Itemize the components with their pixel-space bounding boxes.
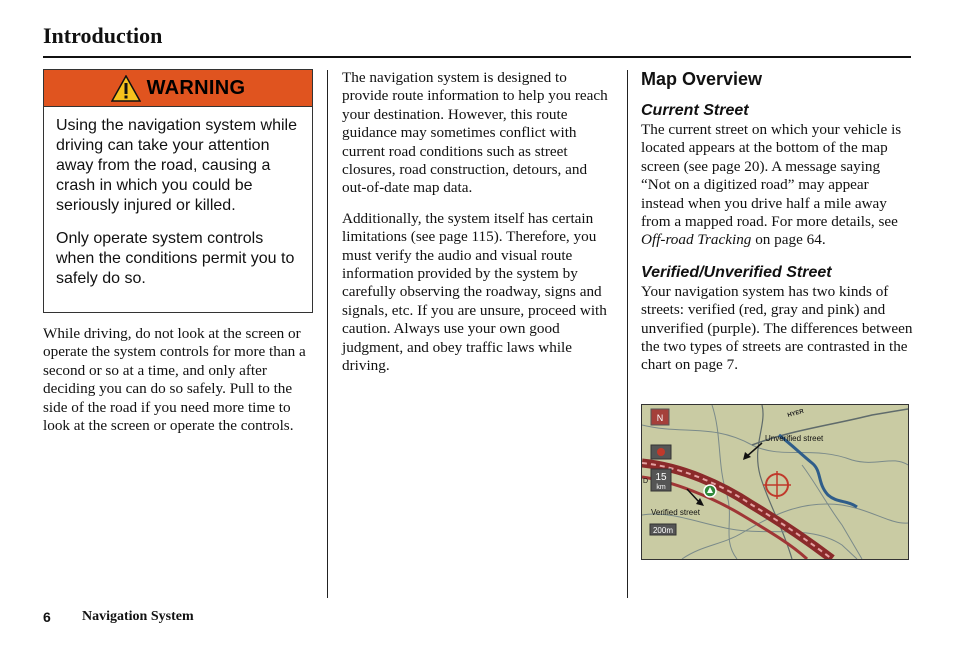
north-letter: N [656, 413, 664, 423]
subsection-heading-current-street: Current Street [641, 102, 749, 119]
subsection-heading-verified-street: Verified/Unverified Street [641, 263, 832, 281]
verified-street-paragraph: Your navigation system has two kinds of streets: verified (red, gray and pink) and unverified (purple). The differences between the two types of streets are contrasted in the chart on page 7. [641, 282, 913, 374]
warning-paragraph: Using the navigation system while driving can take your attention away from the road, causing a crash in which you could be seriously injured or killed. [56, 117, 298, 214]
section-heading: Map Overview [641, 69, 763, 89]
scale-unit: km [656, 484, 666, 491]
warning-box [43, 69, 313, 313]
warning-triangle-icon [111, 75, 141, 102]
current-street-paragraph [641, 121, 913, 250]
scale-value: 15 [655, 472, 667, 483]
warning-header [44, 70, 312, 107]
destination-icon [657, 448, 665, 456]
column-divider [627, 70, 628, 598]
map-image [642, 405, 908, 559]
page-number: 6 [43, 609, 51, 625]
column-divider [327, 70, 328, 598]
side-letter: D [643, 478, 649, 485]
title-rule [43, 56, 911, 58]
warning-body [44, 107, 312, 289]
column-1-text: While driving, do not look at the screen or operate the system controls for more than a second or so at a time, and only after deciding you can do so safely. Pull to the side of the road if you need more time to look at the screen or operate the controls. [43, 325, 306, 435]
unverified-street-callout: Unverified street [765, 434, 824, 443]
verified-street-callout: Verified street [651, 508, 700, 517]
current-street-text: The current street on which your vehicle is located appears at the bottom of the map screen (see page 20). A message saying “Not on a digitized road” may appear instead when you drive half a mile away from a mapped road. For more details, see [641, 121, 902, 231]
column-3 [641, 67, 913, 375]
off-road-tracking-reference: Off-road Tracking [641, 231, 752, 249]
footer-title: Navigation System [82, 609, 194, 624]
warning-label: WARNING [146, 76, 246, 99]
page-title: Introduction [43, 23, 163, 48]
map-screenshot [641, 404, 909, 560]
road-label: HYER [786, 408, 805, 419]
current-street-text-end: on page 64. [751, 231, 826, 249]
body-paragraph: The navigation system is designed to provide route information to help you reach your destination. However, this route guidance may sometimes conflict with current road conditions such as street closures, road construction, detours, and out-of-date map data. [342, 69, 608, 197]
warning-paragraph: Only operate system controls when the conditions permit you to safely do so. [56, 230, 295, 287]
column-2 [342, 69, 610, 388]
body-paragraph: Additionally, the system itself has certain limitations (see page 115). Therefore, you must verify the audio and visual route information provided by the system by carefully observing the roadway, signs and signals, etc. If you are unsure, proceed with caution. Always use your own good judgment, and obey traffic laws while driving. [342, 209, 607, 375]
scale-bar-label: 200m [652, 526, 674, 535]
